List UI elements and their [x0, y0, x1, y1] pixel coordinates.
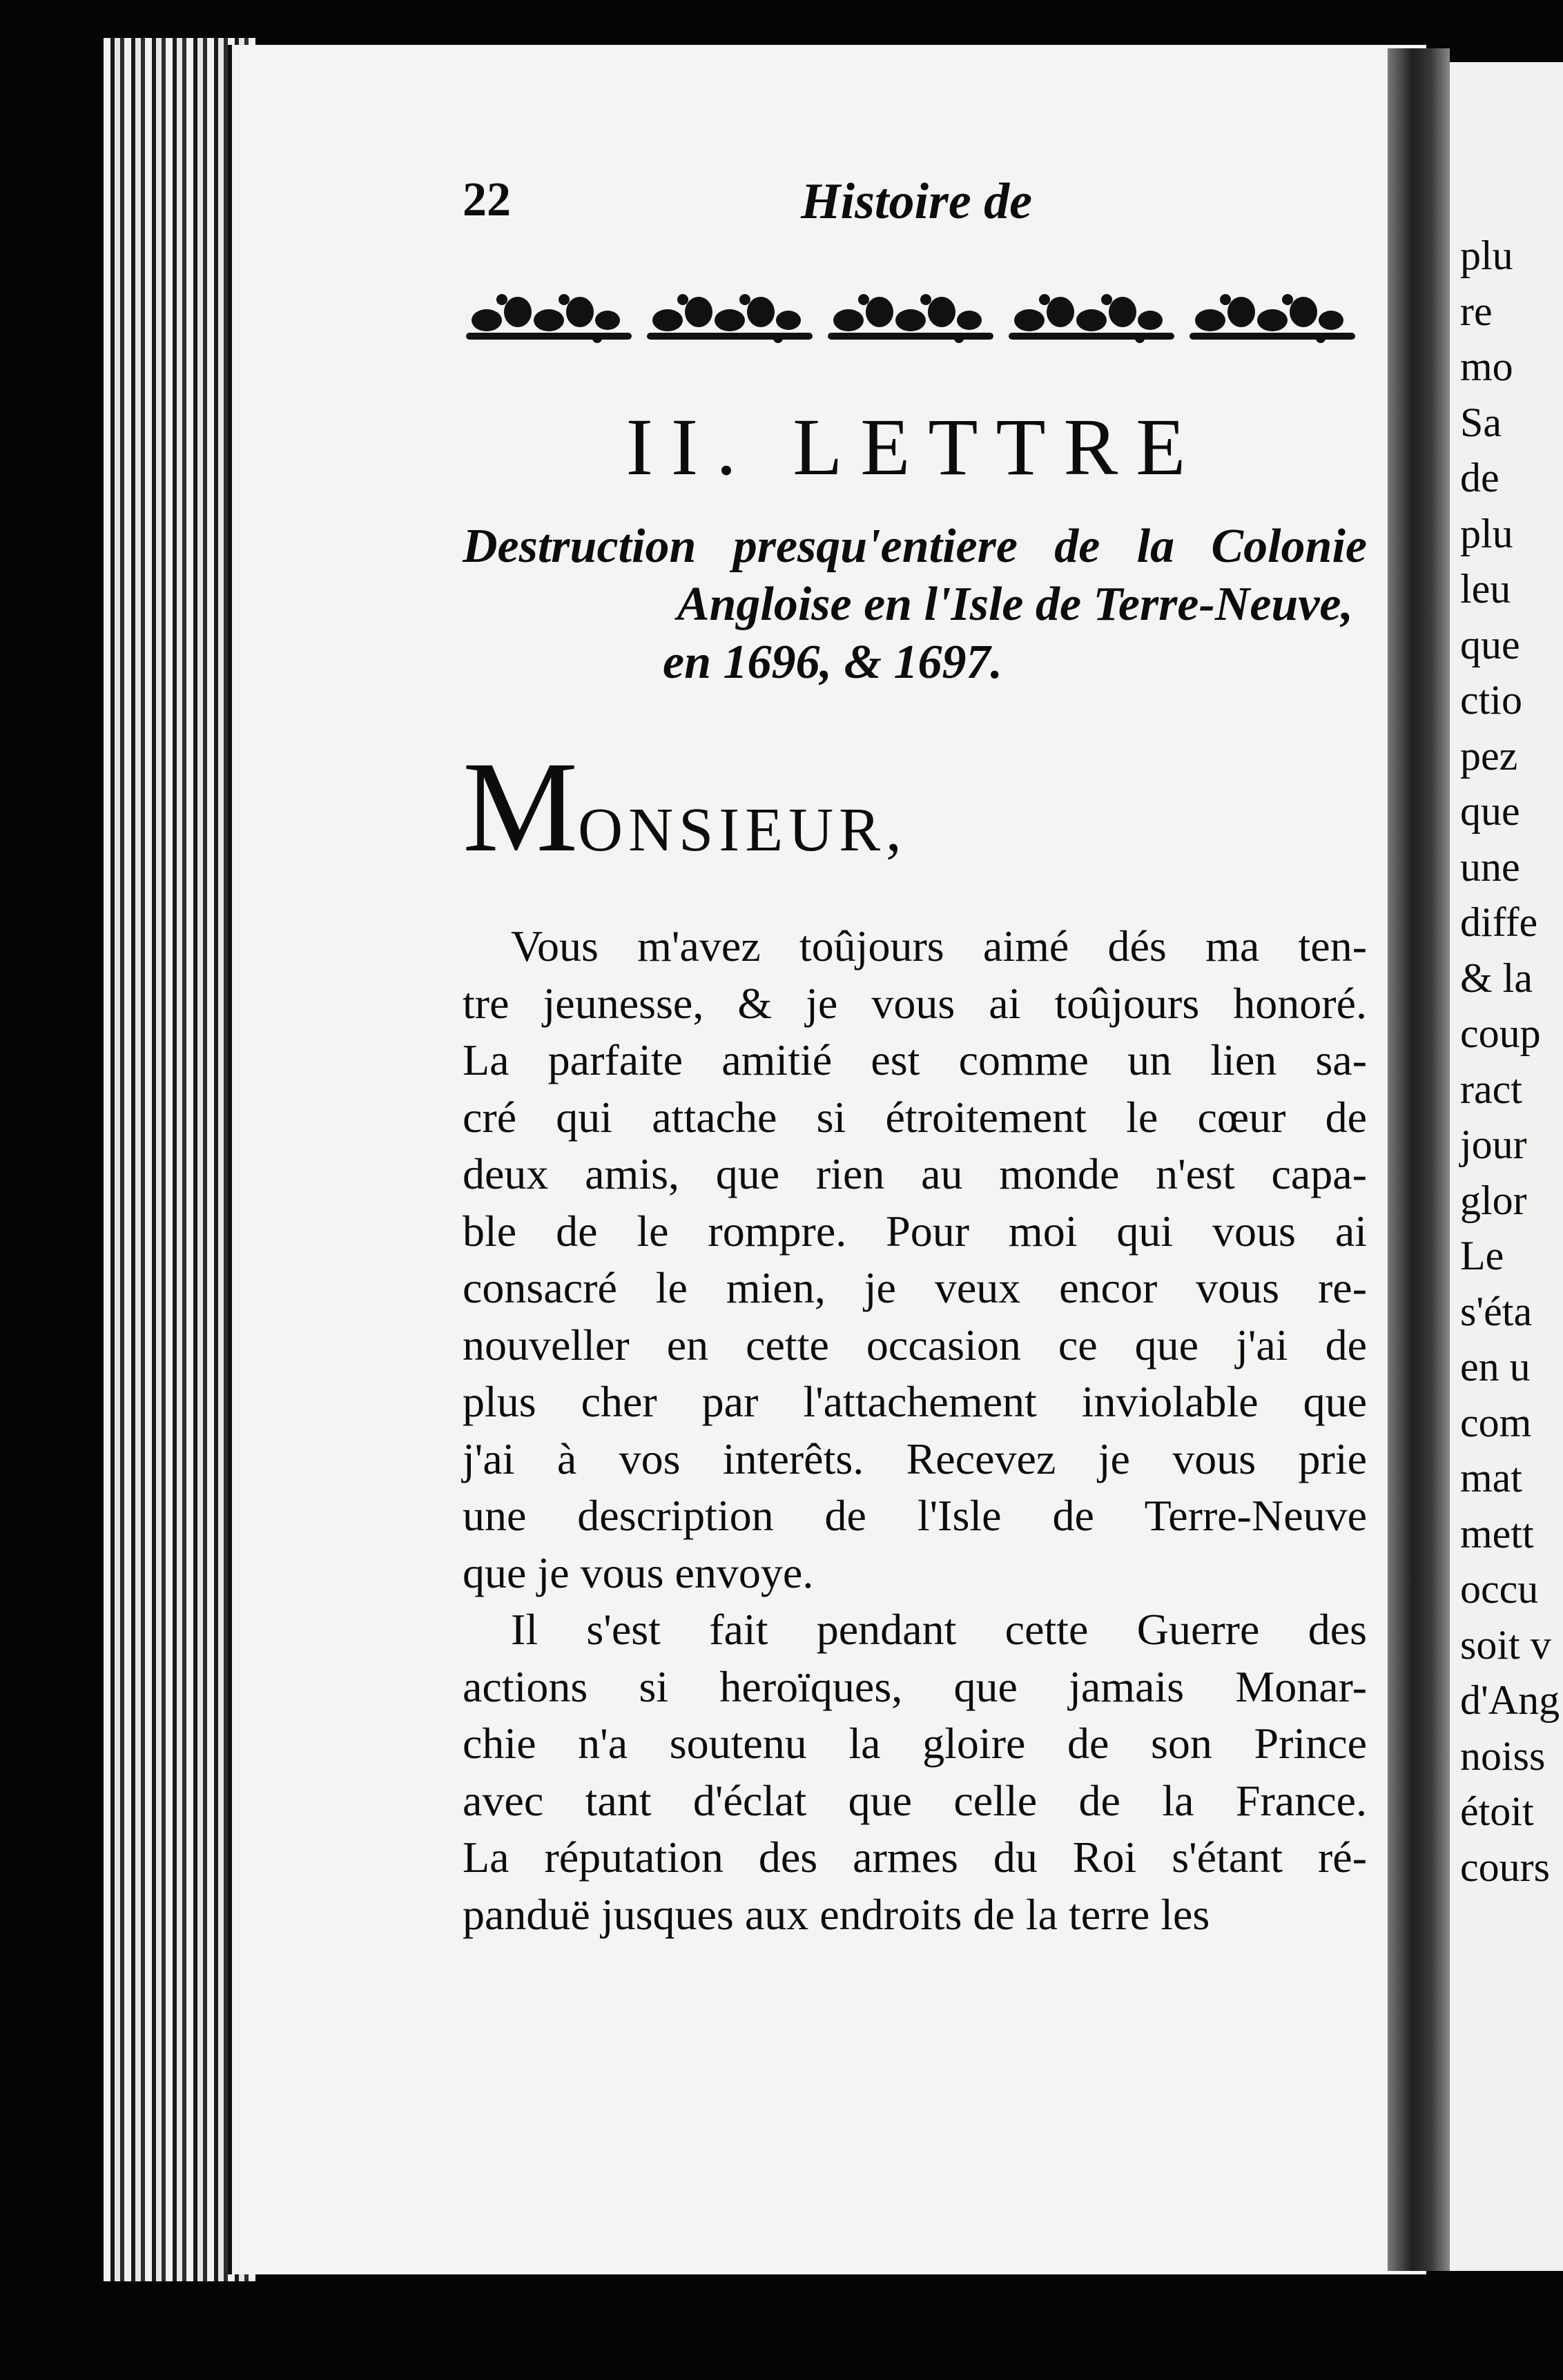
- facing-page-fragment: Le: [1460, 1233, 1504, 1278]
- page-number: 22: [463, 173, 511, 226]
- facing-page-fragment: mo: [1460, 344, 1513, 389]
- facing-page-fragment: mett: [1460, 1510, 1534, 1557]
- subtitle-line: Angloise en l'Isle de Terre-Neuve,: [677, 578, 1353, 631]
- ornamental-band-icon: [459, 284, 1363, 357]
- facing-page-fragment: leu: [1460, 566, 1511, 612]
- body-line: deux amis, que rien au monde n'est capa-: [463, 1149, 1367, 1198]
- body-line: La réputation des armes du Roi s'étant ré-: [463, 1833, 1367, 1882]
- facing-page-fragment: une: [1460, 843, 1520, 890]
- salutation: [463, 734, 1367, 879]
- subtitle-line: en 1696, & 1697.: [663, 636, 1002, 689]
- facing-page-fragment: en u: [1460, 1344, 1531, 1389]
- body-line: cré qui attache si étroitement le cœur de: [463, 1092, 1367, 1142]
- body-line: nouveller en cette occasion ce que j'ai de: [463, 1320, 1367, 1369]
- facing-page-fragment: diffe: [1460, 899, 1538, 945]
- facing-page-fragment: ctio: [1460, 677, 1522, 723]
- letter-subtitle: [463, 518, 1367, 692]
- body-line: consacré le mien, je veux encor vous re-: [463, 1263, 1367, 1312]
- body-line: La parfaite amitié est comme un lien sa-: [463, 1035, 1367, 1084]
- facing-page-fragment: mat: [1460, 1455, 1522, 1501]
- body-line: actions si heroïques, que jamais Monar-: [463, 1661, 1367, 1711]
- drop-capital: M: [463, 734, 579, 879]
- body-line: Il s'est fait pendant cette Guerre des: [511, 1605, 1367, 1654]
- body-line: j'ai à vos interêts. Recevez je vous prie: [463, 1434, 1367, 1483]
- body-line: chie n'a soutenu la gloire de son Prince: [463, 1719, 1367, 1768]
- body-line: avec tant d'éclat que celle de la France.: [463, 1775, 1367, 1825]
- body-line: ble de le rompre. Pour moi qui vous ai: [463, 1206, 1367, 1256]
- facing-page-fragment: plu: [1460, 510, 1513, 556]
- facing-page-fragment: coup: [1460, 1011, 1541, 1056]
- facing-page-fragment: Sa: [1460, 399, 1502, 445]
- facing-page-fragment: s'éta: [1460, 1288, 1533, 1334]
- facing-page-fragment: & la: [1460, 955, 1533, 1001]
- body-line: que je vous envoye.: [463, 1548, 814, 1597]
- facing-page-fragment: d'Ang: [1460, 1677, 1560, 1723]
- facing-page-fragment: re: [1460, 288, 1493, 334]
- facing-page-text: [1460, 228, 1563, 1895]
- salutation-rest: ONSIEUR,: [578, 796, 907, 864]
- facing-page-fragment: ract: [1460, 1066, 1522, 1112]
- facing-page-fragment: glor: [1460, 1177, 1527, 1223]
- subtitle-line: Destruction presqu'entiere de la Colonie: [463, 520, 1367, 573]
- facing-page-fragment: étoit: [1460, 1788, 1534, 1834]
- letter-body: [463, 918, 1367, 1943]
- facing-page-fragment: jour: [1460, 1122, 1527, 1167]
- facing-page-fragment: soit v: [1460, 1621, 1551, 1668]
- facing-page-fragment: noiss: [1460, 1733, 1546, 1779]
- facing-page-fragment: plu: [1460, 233, 1513, 278]
- facing-page-fragment: com: [1460, 1399, 1532, 1445]
- body-line: plus cher par l'attachement inviolable que: [463, 1377, 1367, 1426]
- facing-page-fragment: pez: [1460, 732, 1518, 779]
- running-head: Histoire de: [801, 173, 1033, 230]
- facing-page-fragment: occu: [1460, 1566, 1539, 1612]
- body-line: tre jeunesse, & je vous ai toûjours honoré.: [463, 978, 1367, 1028]
- page-content: [463, 173, 1367, 1939]
- facing-page-fragment: de: [1460, 455, 1499, 500]
- body-line: Vous m'avez toûjours aimé dés ma ten-: [511, 921, 1367, 970]
- letter-title: II. LETTRE: [625, 402, 1204, 492]
- facing-page-fragment: que: [1460, 788, 1520, 834]
- body-line: panduë jusques aux endroits de la terre les: [463, 1889, 1210, 1939]
- show-through-text: [918, 186, 931, 233]
- page-header: [463, 173, 1367, 248]
- body-line: une description de l'Isle de Terre-Neuve: [463, 1491, 1367, 1540]
- facing-page-fragment: cours: [1460, 1844, 1550, 1890]
- facing-page-fragment: que: [1460, 621, 1520, 667]
- book-gutter: [1388, 48, 1450, 2271]
